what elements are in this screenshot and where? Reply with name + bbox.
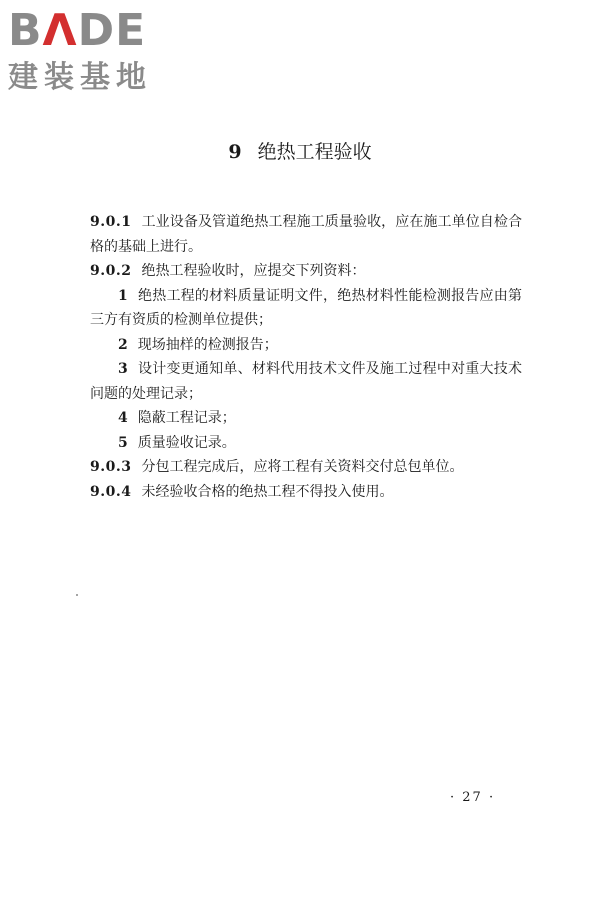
clause-text: 工业设备及管道绝热工程施工质量验收，应在施工单位自检合格的基础上进行。 [90, 214, 522, 255]
scan-speck [76, 594, 78, 596]
clause-text: 未经验收合格的绝热工程不得投入使用。 [141, 483, 394, 500]
clause-text: 绝热工程验收时，应提交下列资料： [141, 263, 366, 279]
chapter-heading: 绝热工程验收 [257, 141, 372, 163]
item-text: 质量验收记录。 [137, 434, 236, 451]
clause-list [90, 210, 522, 504]
clause-paragraph [90, 480, 522, 505]
list-item [90, 431, 522, 456]
logo-letters-end: DE [77, 5, 147, 56]
item-text: 隐蔽工程记录； [137, 410, 236, 426]
item-number: 2 [118, 336, 128, 353]
item-text: 现场抽样的检测报告； [137, 336, 278, 353]
logo-letters-start: B [8, 5, 43, 56]
chapter-title [0, 138, 600, 166]
page-number: · 27 · [450, 790, 496, 805]
item-number: 5 [118, 434, 128, 451]
clause-paragraph [90, 455, 522, 480]
clause-number: 9.0.3 [90, 459, 132, 475]
chapter-number: 9 [228, 141, 242, 163]
item-number: 1 [118, 287, 128, 304]
list-item [90, 333, 522, 358]
clause-paragraph [90, 210, 522, 259]
item-text: 设计变更通知单、材料代用技术文件及施工过程中对重大技术问题的处理记录； [90, 361, 522, 402]
clause-number: 9.0.2 [90, 263, 132, 279]
clause-paragraph [90, 259, 522, 284]
bade-logo [8, 6, 178, 98]
list-item [90, 406, 522, 431]
item-number: 4 [118, 410, 128, 426]
clause-text: 分包工程完成后，应将工程有关资料交付总包单位。 [141, 459, 464, 475]
list-item [90, 357, 522, 406]
clause-number: 9.0.1 [90, 214, 132, 230]
logo-chinese-text: 建装基地 [8, 60, 152, 95]
item-text: 绝热工程的材料质量证明文件，绝热材料性能检测报告应由第三方有资质的检测单位提供； [90, 287, 522, 328]
logo-letter-accent: Λ [42, 5, 78, 56]
clause-number: 9.0.4 [90, 483, 132, 500]
list-item [90, 284, 522, 333]
logo-wordmark [8, 6, 146, 56]
item-number: 3 [118, 361, 128, 377]
